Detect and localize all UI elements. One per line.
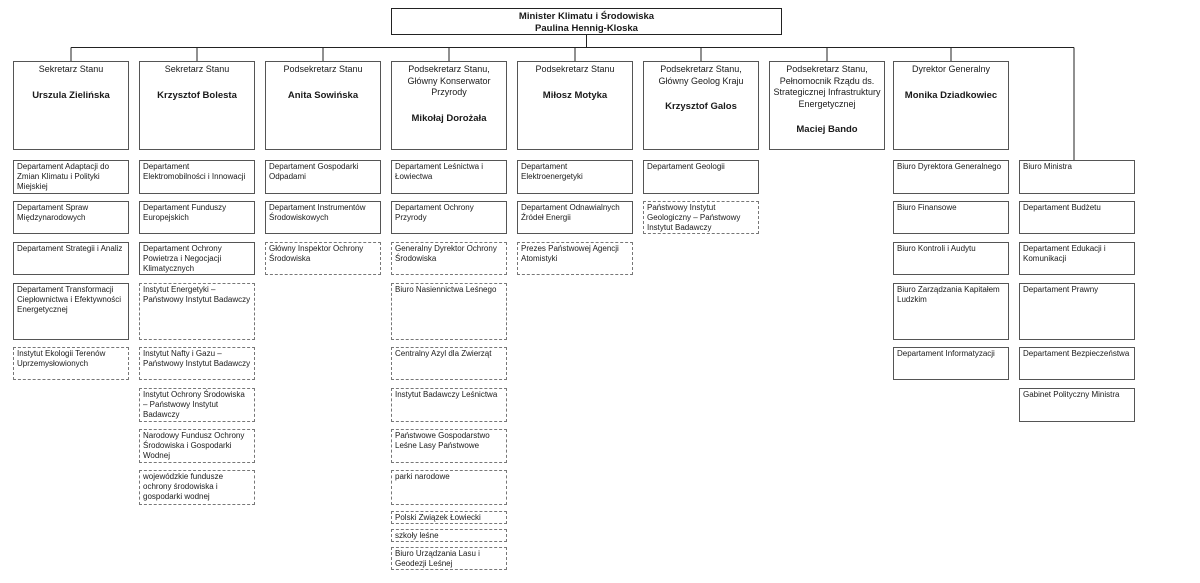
unit-box[interactable]: Biuro Zarządzania Kapitałem Ludzkim	[893, 283, 1009, 340]
unit-box[interactable]: Departament Prawny	[1019, 283, 1135, 340]
unit-box[interactable]: Państwowy Instytut Geologiczny – Państwowy Instytut Badawczy	[643, 201, 759, 234]
position-role: Sekretarz Stanu	[38, 64, 104, 74]
unit-box[interactable]: Instytut Nafty i Gazu – Państwowy Instytut Badawczy	[139, 347, 255, 380]
unit-box[interactable]: Główny Inspektor Ochrony Środowiska	[265, 242, 381, 275]
unit-box[interactable]: Biuro Urządzania Lasu i Geodezji Leśnej	[391, 547, 507, 570]
minister-name: Paulina Hennig-Kloska	[535, 23, 638, 34]
unit-box[interactable]: Instytut Ekologii Terenów Uprzemysłowionych	[13, 347, 129, 380]
unit-box[interactable]: Polski Związek Łowiecki	[391, 511, 507, 524]
unit-box[interactable]: Biuro Kontroli i Audytu	[893, 242, 1009, 275]
position-box-8[interactable]	[893, 61, 1009, 150]
position-box-7[interactable]	[769, 61, 885, 150]
unit-box[interactable]: Departament Strategii i Analiz	[13, 242, 129, 275]
position-role: Podsekretarz Stanu, Główny Geolog Kraju	[658, 64, 744, 86]
unit-box[interactable]: Instytut Energetyki – Państwowy Instytut Badawczy	[139, 283, 255, 340]
unit-box[interactable]: Centralny Azyl dla Zwierząt	[391, 347, 507, 380]
unit-box[interactable]: Departament Leśnictwa i Łowiectwa	[391, 160, 507, 194]
unit-box[interactable]: Narodowy Fundusz Ochrony Środowiska i Gospodarki Wodnej	[139, 429, 255, 463]
unit-box[interactable]: Państwowe Gospodarstwo Leśne Lasy Państwowe	[391, 429, 507, 463]
position-box-2[interactable]	[139, 61, 255, 150]
unit-box[interactable]: Departament Elektromobilności i Innowacji	[139, 160, 255, 194]
unit-box[interactable]: Biuro Nasiennictwa Leśnego	[391, 283, 507, 340]
minister-title: Minister Klimatu i Środowiska	[518, 11, 655, 22]
position-box-5[interactable]	[517, 61, 633, 150]
unit-box[interactable]: Departament Transformacji Ciepłownictwa i Efektywności Energetycznej	[13, 283, 129, 340]
position-holder-name: Anita Sowińska	[287, 89, 359, 101]
position-holder-name: Krzysztof Galos	[665, 101, 737, 112]
unit-box[interactable]: Departament Geologii	[643, 160, 759, 194]
unit-box[interactable]: Departament Instrumentów Środowiskowych	[265, 201, 381, 234]
unit-box[interactable]: szkoły leśne	[391, 529, 507, 542]
position-role: Podsekretarz Stanu	[283, 64, 363, 74]
position-box-4[interactable]	[391, 61, 507, 150]
minister-box[interactable]	[391, 8, 782, 35]
unit-box[interactable]: Prezes Państwowej Agencji Atomistyki	[517, 242, 633, 275]
unit-box[interactable]: Departament Adaptacji do Zmian Klimatu i Polityki Miejskiej	[13, 160, 129, 194]
unit-box[interactable]: Departament Bezpieczeństwa	[1019, 347, 1135, 380]
unit-box[interactable]: Departament Elektroenergetyki	[517, 160, 633, 194]
unit-box[interactable]: Departament Spraw Międzynarodowych	[13, 201, 129, 234]
unit-box[interactable]: Gabinet Polityczny Ministra	[1019, 388, 1135, 422]
position-holder-name: Urszula Zielińska	[32, 89, 110, 101]
unit-box[interactable]: Departament Budżetu	[1019, 201, 1135, 234]
position-role: Podsekretarz Stanu	[535, 64, 615, 74]
unit-box[interactable]: Departament Edukacji i Komunikacji	[1019, 242, 1135, 275]
unit-box[interactable]: wojewódzkie fundusze ochrony środowiska i gospodarki wodnej	[139, 470, 255, 505]
unit-box[interactable]: Departament Funduszy Europejskich	[139, 201, 255, 234]
position-box-1[interactable]	[13, 61, 129, 150]
position-role: Podsekretarz Stanu, Pełnomocnik Rządu ds. Strategicznej Infrastruktury Energetycznej	[773, 64, 881, 109]
unit-box[interactable]: Departament Informatyzacji	[893, 347, 1009, 380]
position-holder-name: Monika Dziadkowiec	[904, 89, 998, 101]
position-holder-name: Krzysztof Bolesta	[157, 89, 237, 101]
position-holder-name: Maciej Bando	[796, 124, 858, 135]
unit-box[interactable]: Instytut Badawczy Leśnictwa	[391, 388, 507, 422]
unit-box[interactable]: Generalny Dyrektor Ochrony Środowiska	[391, 242, 507, 275]
unit-box[interactable]: Departament Ochrony Przyrody	[391, 201, 507, 234]
position-holder-name: Miłosz Motyka	[542, 89, 608, 101]
position-box-6[interactable]	[643, 61, 759, 150]
unit-box[interactable]: Departament Ochrony Powietrza i Negocjacji Klimatycznych	[139, 242, 255, 275]
position-role: Sekretarz Stanu	[164, 64, 230, 74]
unit-box[interactable]: Departament Gospodarki Odpadami	[265, 160, 381, 194]
position-box-3[interactable]	[265, 61, 381, 150]
position-role: Podsekretarz Stanu, Główny Konserwator Przyrody	[407, 64, 491, 97]
unit-box[interactable]: Departament Odnawialnych Źródeł Energii	[517, 201, 633, 234]
unit-box[interactable]: Instytut Ochrony Środowiska – Państwowy Instytut Badawczy	[139, 388, 255, 422]
position-role: Dyrektor Generalny	[911, 64, 991, 74]
unit-box[interactable]: Biuro Finansowe	[893, 201, 1009, 234]
unit-box[interactable]: Biuro Dyrektora Generalnego	[893, 160, 1009, 194]
position-holder-name: Mikołaj Dorożała	[411, 112, 487, 124]
unit-box[interactable]: Biuro Ministra	[1019, 160, 1135, 194]
unit-box[interactable]: parki narodowe	[391, 470, 507, 505]
